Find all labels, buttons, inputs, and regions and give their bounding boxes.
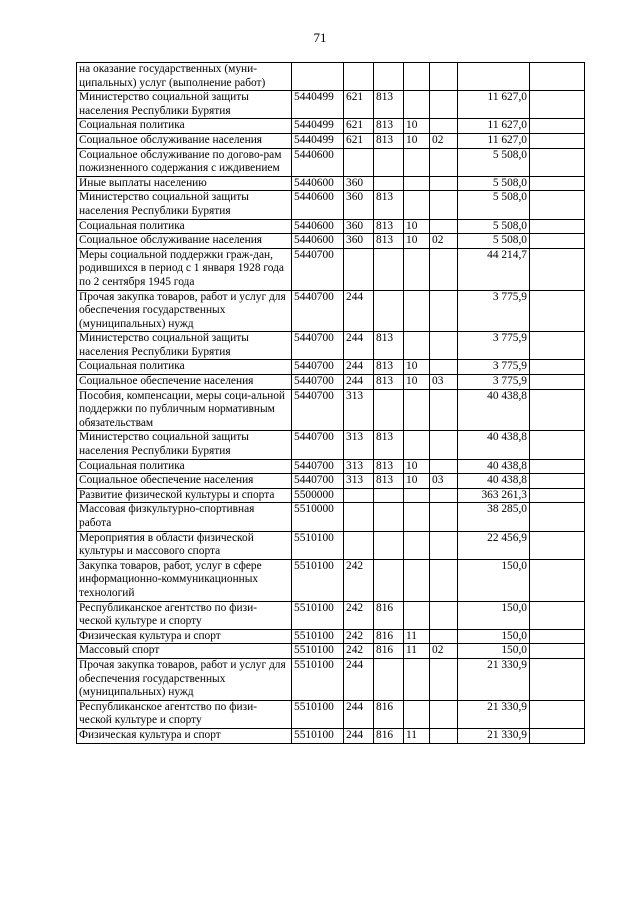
- row-extra-cell: [530, 503, 585, 531]
- row-vr-cell: 621: [344, 91, 374, 119]
- table-row: [77, 219, 585, 234]
- row-name-cell: Министерство социальной защиты населения Республики Бурятия: [77, 332, 292, 360]
- row-grbs-cell: [374, 148, 404, 176]
- row-subsection-cell: 02: [430, 644, 458, 659]
- row-section-cell: 11: [404, 629, 430, 644]
- row-subsection-cell: [430, 728, 458, 743]
- row-grbs-cell: 813: [374, 191, 404, 219]
- row-code-cell: 5440600: [292, 234, 344, 249]
- row-section-cell: [404, 700, 430, 728]
- row-code-cell: 5440600: [292, 176, 344, 191]
- row-grbs-cell: [374, 503, 404, 531]
- row-vr-cell: 313: [344, 389, 374, 431]
- row-code-cell: 5440700: [292, 248, 344, 290]
- row-section-cell: [404, 148, 430, 176]
- row-subsection-cell: 02: [430, 133, 458, 148]
- table-row: [77, 629, 585, 644]
- table-row: [77, 360, 585, 375]
- row-vr-cell: 360: [344, 176, 374, 191]
- row-section-cell: [404, 91, 430, 119]
- table-row: [77, 63, 585, 91]
- table-row: [77, 700, 585, 728]
- row-subsection-cell: [430, 601, 458, 629]
- row-amount-cell: 22 456,9: [458, 531, 530, 559]
- row-subsection-cell: [430, 91, 458, 119]
- row-amount-cell: 5 508,0: [458, 191, 530, 219]
- row-extra-cell: [530, 629, 585, 644]
- row-code-cell: 5510100: [292, 531, 344, 559]
- row-name-cell: Социальное обеспечение населения: [77, 474, 292, 489]
- row-vr-cell: [344, 248, 374, 290]
- row-extra-cell: [530, 63, 585, 91]
- row-extra-cell: [530, 234, 585, 249]
- row-vr-cell: [344, 148, 374, 176]
- row-grbs-cell: [374, 248, 404, 290]
- row-extra-cell: [530, 332, 585, 360]
- row-grbs-cell: [374, 176, 404, 191]
- row-section-cell: 11: [404, 644, 430, 659]
- row-subsection-cell: [430, 389, 458, 431]
- table-row: [77, 488, 585, 503]
- row-extra-cell: [530, 191, 585, 219]
- row-extra-cell: [530, 176, 585, 191]
- row-code-cell: 5510100: [292, 658, 344, 700]
- row-amount-cell: 150,0: [458, 559, 530, 601]
- table-row: [77, 375, 585, 390]
- row-vr-cell: 244: [344, 360, 374, 375]
- row-code-cell: 5500000: [292, 488, 344, 503]
- table-row: [77, 728, 585, 743]
- row-code-cell: 5510100: [292, 601, 344, 629]
- row-amount-cell: 3 775,9: [458, 360, 530, 375]
- row-amount-cell: 40 438,8: [458, 431, 530, 459]
- row-name-cell: Республиканское агентство по физи-ческой культуре и спорту: [77, 700, 292, 728]
- row-subsection-cell: [430, 559, 458, 601]
- row-subsection-cell: [430, 248, 458, 290]
- row-amount-cell: 38 285,0: [458, 503, 530, 531]
- row-amount-cell: 44 214,7: [458, 248, 530, 290]
- row-subsection-cell: [430, 459, 458, 474]
- row-name-cell: Прочая закупка товаров, работ и услуг для обеспечения государственных (муниципальных) нужд: [77, 658, 292, 700]
- row-amount-cell: 150,0: [458, 644, 530, 659]
- row-code-cell: 5440600: [292, 219, 344, 234]
- row-name-cell: Социальная политика: [77, 119, 292, 134]
- row-extra-cell: [530, 431, 585, 459]
- table-row: [77, 658, 585, 700]
- row-grbs-cell: 813: [374, 474, 404, 489]
- row-amount-cell: 3 775,9: [458, 332, 530, 360]
- row-name-cell: Развитие физической культуры и спорта: [77, 488, 292, 503]
- row-amount-cell: 11 627,0: [458, 133, 530, 148]
- row-name-cell: Социальное обслуживание населения: [77, 133, 292, 148]
- row-section-cell: [404, 332, 430, 360]
- table-row: [77, 248, 585, 290]
- row-extra-cell: [530, 658, 585, 700]
- row-subsection-cell: [430, 700, 458, 728]
- table-row: [77, 119, 585, 134]
- row-vr-cell: 244: [344, 658, 374, 700]
- row-amount-cell: 3 775,9: [458, 375, 530, 390]
- row-vr-cell: 242: [344, 601, 374, 629]
- row-code-cell: [292, 63, 344, 91]
- table-row: [77, 503, 585, 531]
- row-section-cell: 10: [404, 219, 430, 234]
- row-subsection-cell: [430, 63, 458, 91]
- row-subsection-cell: 02: [430, 234, 458, 249]
- row-amount-cell: 150,0: [458, 629, 530, 644]
- row-grbs-cell: 813: [374, 431, 404, 459]
- row-name-cell: на оказание государственных (муни-ципальных) услуг (выполнение работ): [77, 63, 292, 91]
- row-name-cell: Физическая культура и спорт: [77, 629, 292, 644]
- table-row: [77, 148, 585, 176]
- row-subsection-cell: 03: [430, 375, 458, 390]
- row-section-cell: [404, 248, 430, 290]
- row-name-cell: Меры социальной поддержки граж-дан, родившихся в период с 1 января 1928 года по 2 сентября 1945 года: [77, 248, 292, 290]
- row-amount-cell: 11 627,0: [458, 119, 530, 134]
- row-vr-cell: 313: [344, 474, 374, 489]
- row-section-cell: 10: [404, 360, 430, 375]
- row-vr-cell: 360: [344, 219, 374, 234]
- row-section-cell: [404, 431, 430, 459]
- table-row: [77, 332, 585, 360]
- row-amount-cell: 5 508,0: [458, 176, 530, 191]
- row-vr-cell: 621: [344, 119, 374, 134]
- row-vr-cell: 242: [344, 644, 374, 659]
- row-extra-cell: [530, 459, 585, 474]
- row-section-cell: [404, 191, 430, 219]
- row-subsection-cell: [430, 176, 458, 191]
- row-amount-cell: 11 627,0: [458, 91, 530, 119]
- row-code-cell: 5440700: [292, 360, 344, 375]
- row-code-cell: 5440499: [292, 119, 344, 134]
- row-name-cell: Республиканское агентство по физи-ческой культуре и спорту: [77, 601, 292, 629]
- row-vr-cell: 313: [344, 459, 374, 474]
- row-name-cell: Социальная политика: [77, 219, 292, 234]
- row-section-cell: [404, 488, 430, 503]
- row-extra-cell: [530, 644, 585, 659]
- row-extra-cell: [530, 389, 585, 431]
- row-code-cell: 5440700: [292, 290, 344, 332]
- row-grbs-cell: 813: [374, 119, 404, 134]
- row-section-cell: 10: [404, 375, 430, 390]
- row-amount-cell: 40 438,8: [458, 389, 530, 431]
- table-row: [77, 531, 585, 559]
- row-vr-cell: 244: [344, 332, 374, 360]
- row-extra-cell: [530, 248, 585, 290]
- table-row: [77, 176, 585, 191]
- row-subsection-cell: [430, 629, 458, 644]
- row-vr-cell: 244: [344, 290, 374, 332]
- row-vr-cell: 360: [344, 191, 374, 219]
- row-section-cell: [404, 389, 430, 431]
- row-section-cell: 10: [404, 133, 430, 148]
- table-row: [77, 290, 585, 332]
- row-grbs-cell: [374, 290, 404, 332]
- row-grbs-cell: 813: [374, 234, 404, 249]
- row-grbs-cell: 813: [374, 91, 404, 119]
- row-section-cell: [404, 658, 430, 700]
- row-grbs-cell: 816: [374, 700, 404, 728]
- row-code-cell: 5440700: [292, 474, 344, 489]
- row-name-cell: Закупка товаров, работ, услуг в сфере информационно-коммуникационных технологий: [77, 559, 292, 601]
- row-name-cell: Мероприятия в области физической культуры и массового спорта: [77, 531, 292, 559]
- row-extra-cell: [530, 531, 585, 559]
- row-vr-cell: [344, 488, 374, 503]
- row-code-cell: 5510100: [292, 700, 344, 728]
- row-section-cell: 10: [404, 119, 430, 134]
- row-subsection-cell: [430, 290, 458, 332]
- table-row: [77, 133, 585, 148]
- row-amount-cell: 21 330,9: [458, 700, 530, 728]
- row-section-cell: [404, 63, 430, 91]
- row-extra-cell: [530, 91, 585, 119]
- row-vr-cell: 244: [344, 728, 374, 743]
- row-grbs-cell: [374, 63, 404, 91]
- table-row: [77, 459, 585, 474]
- row-code-cell: 5440700: [292, 332, 344, 360]
- row-name-cell: Социальная политика: [77, 360, 292, 375]
- row-code-cell: 5440600: [292, 191, 344, 219]
- row-code-cell: 5510100: [292, 629, 344, 644]
- budget-table: [76, 62, 585, 744]
- row-subsection-cell: [430, 531, 458, 559]
- row-section-cell: [404, 601, 430, 629]
- row-subsection-cell: [430, 332, 458, 360]
- row-code-cell: 5440499: [292, 91, 344, 119]
- row-subsection-cell: [430, 488, 458, 503]
- row-extra-cell: [530, 133, 585, 148]
- row-name-cell: Прочая закупка товаров, работ и услуг для обеспечения государственных (муниципальных) нужд: [77, 290, 292, 332]
- row-amount-cell: 5 508,0: [458, 148, 530, 176]
- row-grbs-cell: 816: [374, 728, 404, 743]
- row-extra-cell: [530, 728, 585, 743]
- row-code-cell: 5510100: [292, 644, 344, 659]
- row-extra-cell: [530, 474, 585, 489]
- row-section-cell: [404, 531, 430, 559]
- row-name-cell: Социальная политика: [77, 459, 292, 474]
- row-subsection-cell: [430, 658, 458, 700]
- row-subsection-cell: 03: [430, 474, 458, 489]
- row-section-cell: 10: [404, 474, 430, 489]
- row-name-cell: Министерство социальной защиты населения Республики Бурятия: [77, 431, 292, 459]
- row-grbs-cell: 816: [374, 601, 404, 629]
- row-extra-cell: [530, 119, 585, 134]
- row-amount-cell: 21 330,9: [458, 658, 530, 700]
- row-code-cell: 5440700: [292, 459, 344, 474]
- row-section-cell: [404, 290, 430, 332]
- row-grbs-cell: [374, 559, 404, 601]
- row-name-cell: Массовая физкультурно-спортивная работа: [77, 503, 292, 531]
- row-vr-cell: 244: [344, 700, 374, 728]
- table-row: [77, 91, 585, 119]
- row-code-cell: 5440700: [292, 375, 344, 390]
- row-section-cell: [404, 176, 430, 191]
- row-code-cell: 5440499: [292, 133, 344, 148]
- row-vr-cell: [344, 531, 374, 559]
- row-subsection-cell: [430, 503, 458, 531]
- row-extra-cell: [530, 148, 585, 176]
- row-extra-cell: [530, 219, 585, 234]
- row-grbs-cell: 816: [374, 629, 404, 644]
- row-code-cell: 5440700: [292, 431, 344, 459]
- row-code-cell: 5510000: [292, 503, 344, 531]
- table-row: [77, 234, 585, 249]
- row-name-cell: Министерство социальной защиты населения Республики Бурятия: [77, 191, 292, 219]
- row-grbs-cell: 813: [374, 375, 404, 390]
- row-subsection-cell: [430, 148, 458, 176]
- row-subsection-cell: [430, 119, 458, 134]
- row-section-cell: 10: [404, 459, 430, 474]
- row-amount-cell: 5 508,0: [458, 219, 530, 234]
- table-row: [77, 644, 585, 659]
- row-vr-cell: 313: [344, 431, 374, 459]
- row-grbs-cell: 816: [374, 644, 404, 659]
- row-section-cell: 10: [404, 234, 430, 249]
- row-name-cell: Социальное обеспечение населения: [77, 375, 292, 390]
- row-vr-cell: 360: [344, 234, 374, 249]
- table-row: [77, 191, 585, 219]
- row-amount-cell: [458, 63, 530, 91]
- row-amount-cell: 40 438,8: [458, 474, 530, 489]
- row-grbs-cell: [374, 488, 404, 503]
- row-code-cell: 5510100: [292, 559, 344, 601]
- row-extra-cell: [530, 601, 585, 629]
- row-extra-cell: [530, 290, 585, 332]
- row-grbs-cell: [374, 531, 404, 559]
- row-grbs-cell: [374, 658, 404, 700]
- page-number: 71: [313, 30, 327, 45]
- row-subsection-cell: [430, 191, 458, 219]
- row-amount-cell: 3 775,9: [458, 290, 530, 332]
- table-row: [77, 474, 585, 489]
- row-vr-cell: 242: [344, 559, 374, 601]
- row-amount-cell: 363 261,3: [458, 488, 530, 503]
- row-grbs-cell: 813: [374, 133, 404, 148]
- row-grbs-cell: 813: [374, 332, 404, 360]
- budget-table-body: [77, 63, 585, 744]
- row-name-cell: Пособия, компенсации, меры соци-альной поддержки по публичным нормативным обязательствам: [77, 389, 292, 431]
- table-row: [77, 431, 585, 459]
- row-subsection-cell: [430, 431, 458, 459]
- row-name-cell: Массовый спорт: [77, 644, 292, 659]
- row-section-cell: [404, 503, 430, 531]
- row-name-cell: Социальное обслуживание населения: [77, 234, 292, 249]
- table-row: [77, 601, 585, 629]
- row-name-cell: Социальное обслуживание по догово-рам пожизненного содержания с иждивением: [77, 148, 292, 176]
- row-code-cell: 5440600: [292, 148, 344, 176]
- row-code-cell: 5440700: [292, 389, 344, 431]
- row-subsection-cell: [430, 219, 458, 234]
- row-section-cell: [404, 559, 430, 601]
- row-extra-cell: [530, 375, 585, 390]
- row-grbs-cell: 813: [374, 459, 404, 474]
- row-grbs-cell: [374, 389, 404, 431]
- row-name-cell: Министерство социальной защиты населения Республики Бурятия: [77, 91, 292, 119]
- row-code-cell: 5510100: [292, 728, 344, 743]
- row-section-cell: 11: [404, 728, 430, 743]
- row-name-cell: Иные выплаты населению: [77, 176, 292, 191]
- row-extra-cell: [530, 559, 585, 601]
- row-extra-cell: [530, 360, 585, 375]
- row-extra-cell: [530, 488, 585, 503]
- table-row: [77, 559, 585, 601]
- row-amount-cell: 40 438,8: [458, 459, 530, 474]
- table-row: [77, 389, 585, 431]
- row-amount-cell: 150,0: [458, 601, 530, 629]
- row-vr-cell: 621: [344, 133, 374, 148]
- row-grbs-cell: 813: [374, 219, 404, 234]
- row-amount-cell: 21 330,9: [458, 728, 530, 743]
- row-extra-cell: [530, 700, 585, 728]
- row-subsection-cell: [430, 360, 458, 375]
- row-vr-cell: [344, 63, 374, 91]
- row-name-cell: Физическая культура и спорт: [77, 728, 292, 743]
- row-vr-cell: 244: [344, 375, 374, 390]
- row-vr-cell: [344, 503, 374, 531]
- row-amount-cell: 5 508,0: [458, 234, 530, 249]
- row-vr-cell: 242: [344, 629, 374, 644]
- row-grbs-cell: 813: [374, 360, 404, 375]
